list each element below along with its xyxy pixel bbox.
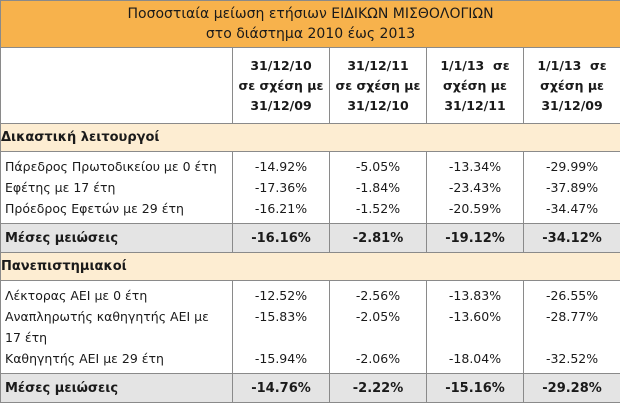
value-cell: -1.52% (355, 201, 401, 216)
row-labels-cell (1, 152, 233, 224)
column-header-4-line1: 1/1/13 σε (537, 57, 607, 73)
value-cell: -12.52% (254, 288, 308, 303)
value-cell: -37.89% (545, 180, 599, 195)
row-labels-cell (1, 281, 233, 374)
average-value: -16.16% (233, 224, 330, 253)
value-spacer (524, 327, 620, 348)
value-cell: -20.59% (448, 201, 502, 216)
value-cell: -1.84% (355, 180, 401, 195)
average-value: -15.16% (427, 374, 524, 403)
average-row (1, 224, 620, 253)
value-cell: -29.99% (545, 159, 599, 174)
values-cell-col4 (524, 152, 620, 224)
values-cell-col2 (330, 281, 427, 374)
column-header-1-line2: σε σχέση με (238, 77, 324, 93)
average-value: -2.22% (330, 374, 427, 403)
value-cell: -32.52% (545, 351, 599, 366)
column-header-2-line2: σε σχέση με (335, 77, 421, 93)
value-cell: -28.77% (545, 309, 599, 324)
row-label: Εφέτης με 17 έτη (5, 180, 116, 195)
value-cell: -5.05% (355, 159, 401, 174)
value-cell: -15.94% (254, 351, 308, 366)
value-cell: -18.04% (448, 351, 502, 366)
table-title-line1: Ποσοστιαία μείωση ετήσιων ΕΙΔΙΚΩΝ ΜΙΣΘΟΛΟΓΙΩΝ (127, 6, 494, 22)
row-label-continued: 17 έτη (5, 330, 48, 345)
value-spacer (233, 327, 329, 348)
row-label: Λέκτορας ΑΕΙ με 0 έτη (5, 288, 148, 303)
column-header-1-line3: 31/12/09 (250, 97, 312, 113)
row-label: Αναπληρωτής καθηγητής ΑΕΙ με (5, 309, 209, 324)
table-title-row (1, 1, 620, 48)
value-cell: -26.55% (545, 288, 599, 303)
value-spacer (330, 327, 426, 348)
average-value: -2.81% (330, 224, 427, 253)
average-value: -19.12% (427, 224, 524, 253)
average-label: Μέσες μειώσεις (1, 224, 233, 253)
value-cell: -15.83% (254, 309, 308, 324)
section-header-row (1, 124, 620, 152)
table-title-line2: στο διάστημα 2010 έως 2013 (205, 26, 416, 42)
values-cell-col3 (427, 152, 524, 224)
column-header-2-line1: 31/12/11 (347, 57, 409, 73)
column-header-3-line2: σχέση με (443, 77, 507, 93)
column-header-4-line3: 31/12/09 (541, 97, 603, 113)
value-cell: -23.43% (448, 180, 502, 195)
value-cell: -2.05% (355, 309, 401, 324)
value-cell: -2.56% (355, 288, 401, 303)
column-header-blank (1, 48, 233, 124)
section-body-row (1, 152, 620, 224)
row-label: Πρόεδρος Εφετών με 29 έτη (5, 201, 184, 216)
values-cell-col4 (524, 281, 620, 374)
average-row (1, 374, 620, 403)
values-cell-col1 (233, 281, 330, 374)
average-value: -29.28% (524, 374, 620, 403)
values-cell-col3 (427, 281, 524, 374)
column-header-4-line2: σχέση με (540, 77, 604, 93)
values-cell-col1 (233, 152, 330, 224)
column-header-4 (524, 48, 620, 124)
section-title: Δικαστική λειτουργοί (1, 124, 620, 152)
average-value: -34.12% (524, 224, 620, 253)
column-header-2 (330, 48, 427, 124)
table-title (1, 1, 620, 48)
value-cell: -13.34% (448, 159, 502, 174)
value-cell: -13.83% (448, 288, 502, 303)
section-body-row (1, 281, 620, 374)
section-header-row (1, 253, 620, 281)
column-header-row (1, 48, 620, 124)
column-header-2-line3: 31/12/10 (347, 97, 409, 113)
row-label: Πάρεδρος Πρωτοδικείου με 0 έτη (5, 159, 217, 174)
average-label: Μέσες μειώσεις (1, 374, 233, 403)
value-cell: -2.06% (355, 351, 401, 366)
value-cell: -14.92% (254, 159, 308, 174)
values-cell-col2 (330, 152, 427, 224)
value-spacer (427, 327, 523, 348)
column-header-3-line1: 1/1/13 σε (440, 57, 510, 73)
value-cell: -17.36% (254, 180, 308, 195)
column-header-3 (427, 48, 524, 124)
section-title: Πανεπιστημιακοί (1, 253, 620, 281)
column-header-1 (233, 48, 330, 124)
value-cell: -13.60% (448, 309, 502, 324)
average-value: -14.76% (233, 374, 330, 403)
column-header-1-line1: 31/12/10 (250, 57, 312, 73)
value-cell: -16.21% (254, 201, 308, 216)
row-label: Καθηγητής ΑΕΙ με 29 έτη (5, 351, 164, 366)
value-cell: -34.47% (545, 201, 599, 216)
column-header-3-line3: 31/12/11 (444, 97, 506, 113)
